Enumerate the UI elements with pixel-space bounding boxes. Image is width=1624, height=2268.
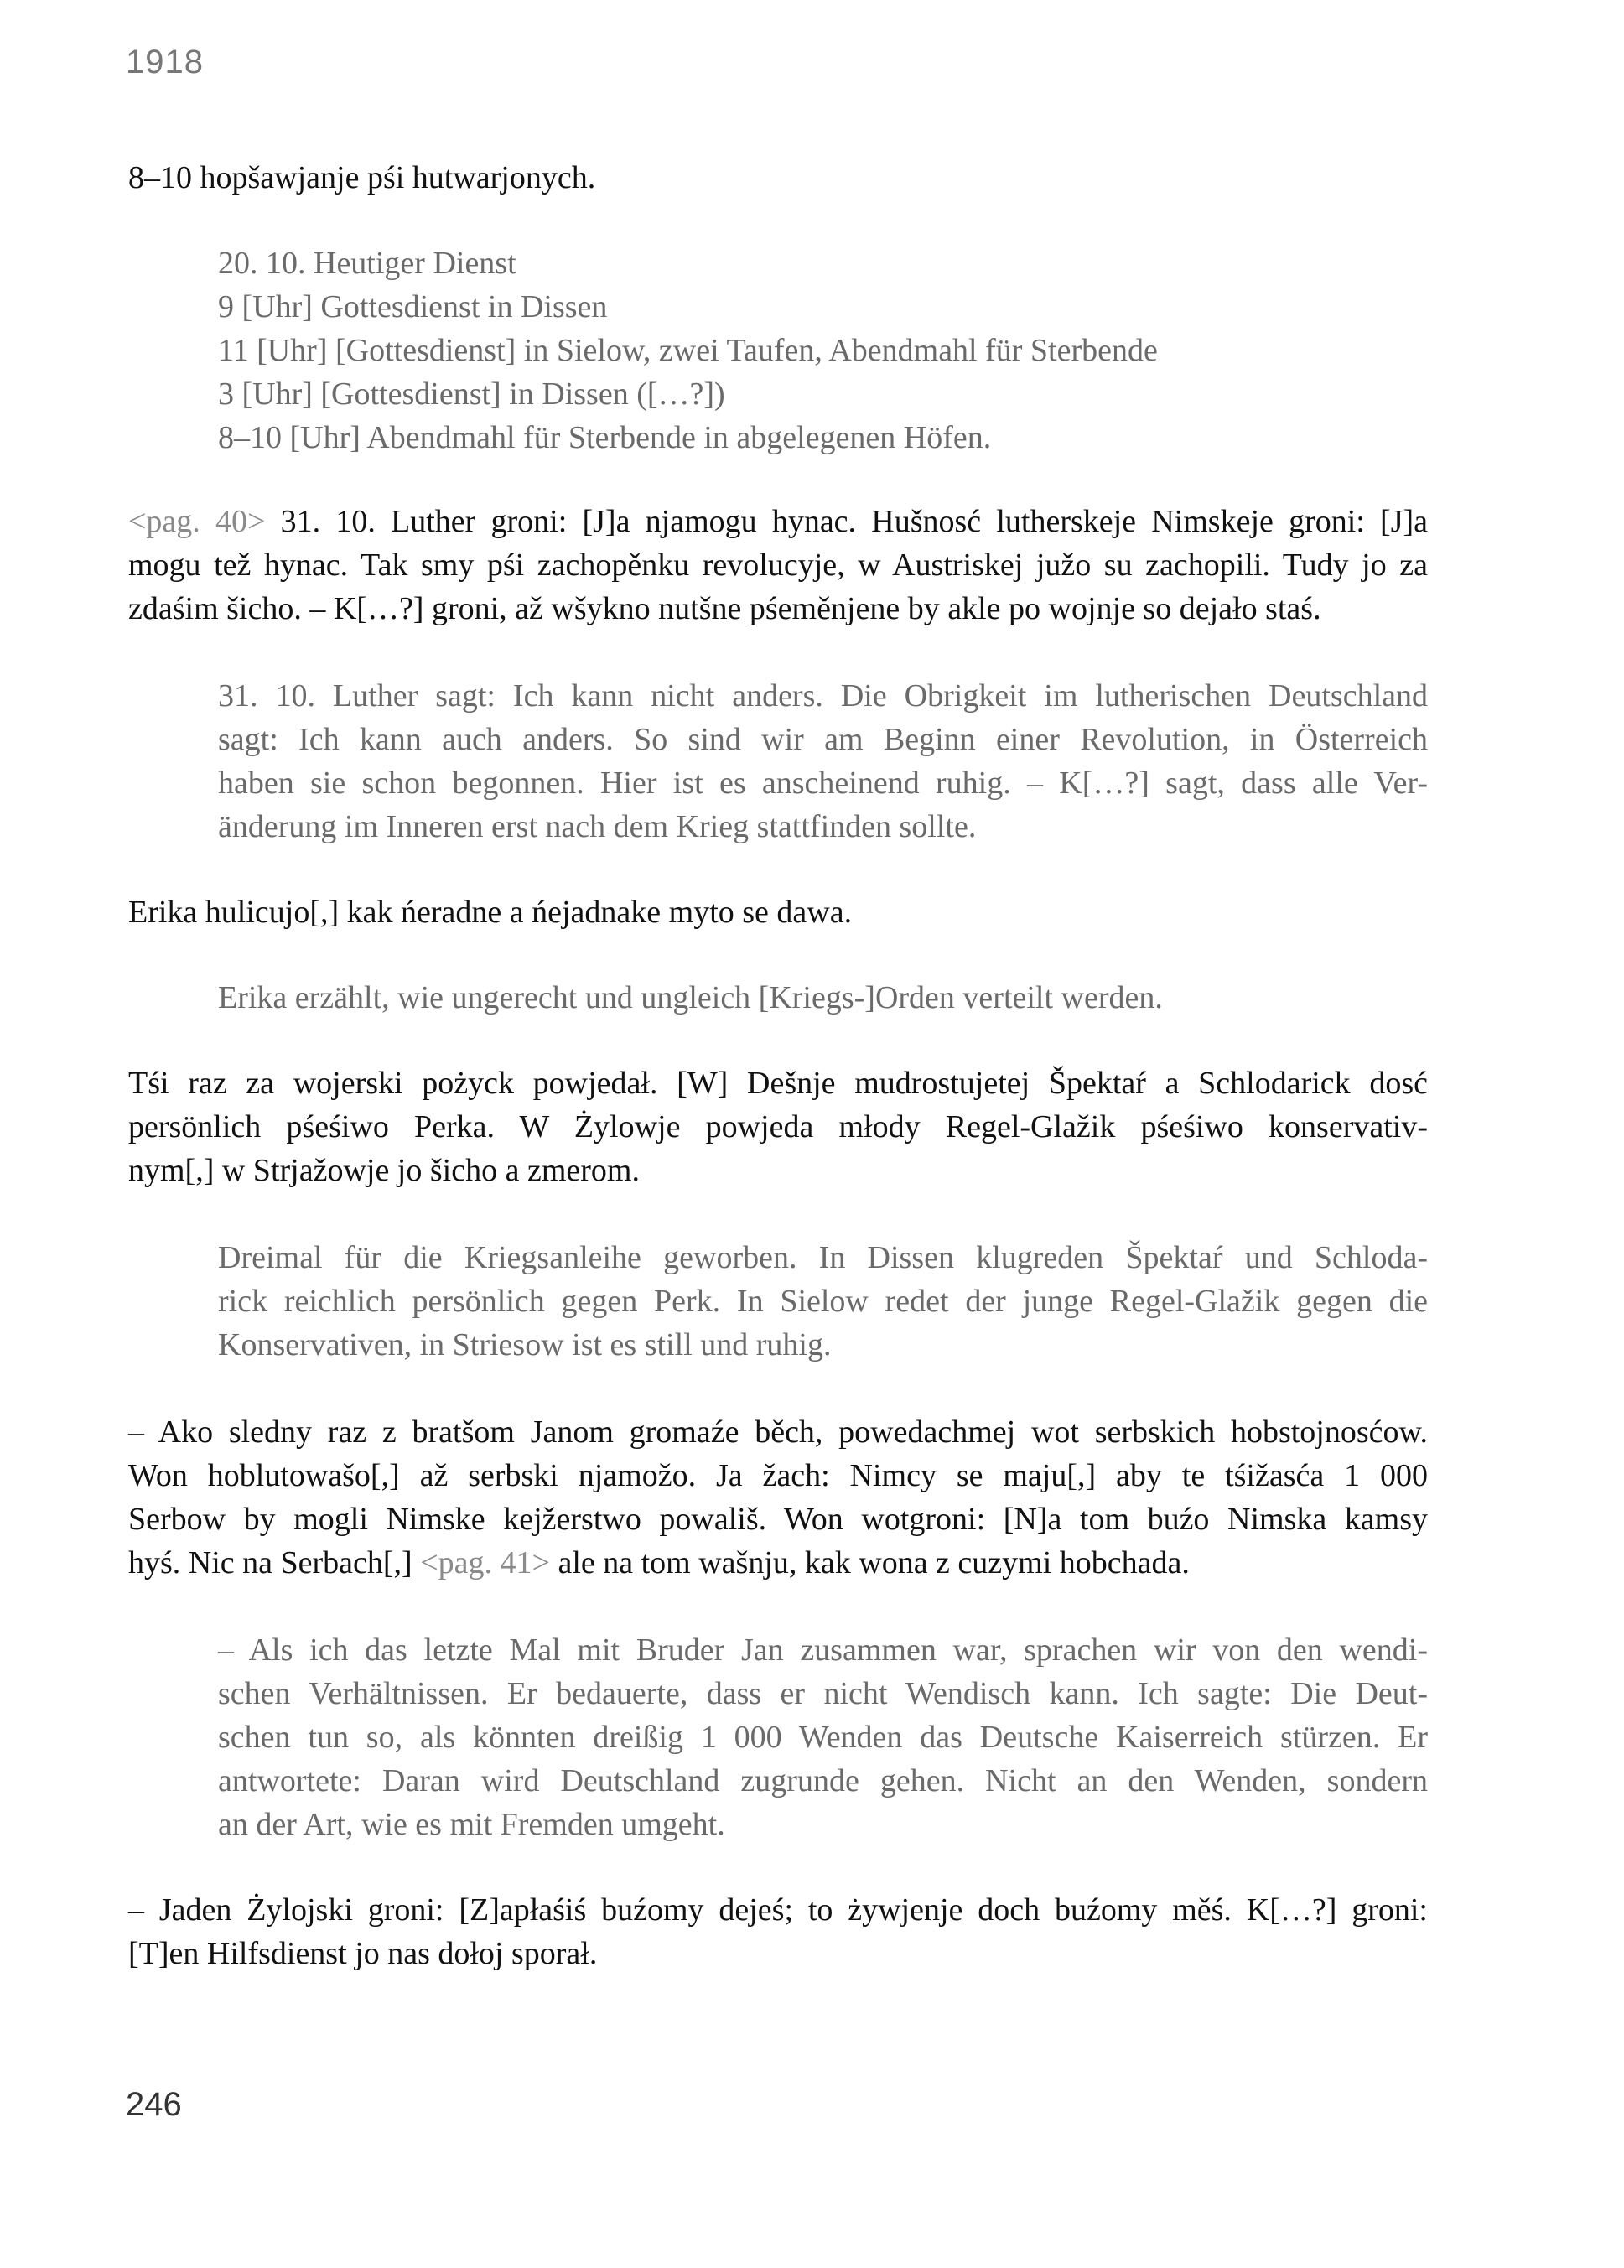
text-line: zdaśim šicho. – K[…?] groni, až wšykno nutšne pśeměnjene by akle po wojnje so dejało staś. bbox=[128, 591, 1321, 626]
text-line: schen tun so, als könnten dreißig 1 000 Wenden das Deutsche Kaiserreich stürzen. Er bbox=[218, 1720, 1428, 1755]
page-reference: <pag. 41> bbox=[420, 1545, 550, 1580]
sorbian-paragraph bbox=[128, 1888, 1428, 1975]
text-line: haben sie schon begonnen. Hier ist es anscheinend ruhig. – K[…?] sagt, dass alle Ver- bbox=[218, 766, 1428, 801]
sorbian-paragraph bbox=[128, 156, 1428, 200]
text-line: Serbow by mogli Nimske kejžerstwo powališ. Won wotgroni: [N]a tom buźo Nimska kamsy bbox=[128, 1502, 1428, 1537]
text-fragment: 31. 10. Luther groni: [J]a njamogu hynac. Hušnosć lutherskeje Nimskeje groni: [J]a bbox=[265, 504, 1429, 539]
text-line: 11 [Uhr] [Gottesdienst] in Sielow, zwei Taufen, Abendmahl für Sterbende bbox=[218, 333, 1158, 368]
text-fragment: ale na tom wašnju, kak wona z cuzymi hobchada. bbox=[549, 1545, 1190, 1580]
running-head: 1918 bbox=[126, 44, 204, 80]
text-line bbox=[128, 500, 1428, 543]
text-line: – Ako sledny raz z bratšom Janom gromaźe běch, powedachmej wot serbskich hobstojnosćow. bbox=[128, 1414, 1428, 1450]
sorbian-paragraph bbox=[128, 500, 1428, 631]
text-line: rick reichlich persönlich gegen Perk. In Sielow redet der junge Regel-Glažik gegen die bbox=[218, 1284, 1428, 1319]
text-line: Erika erzählt, wie ungerecht und ungleich [Kriegs-]Orden verteilt werden. bbox=[218, 980, 1163, 1015]
text-line: antwortete: Daran wird Deutschland zugrunde gehen. Nicht an den Wenden, sondern bbox=[218, 1763, 1428, 1798]
german-translation-paragraph bbox=[218, 241, 1428, 459]
text-line: schen Verhältnissen. Er bedauerte, dass er nicht Wendisch kann. Ich sagte: Die Deut- bbox=[218, 1676, 1428, 1711]
page-reference: <pag. 40> bbox=[128, 504, 266, 539]
text-line: Erika hulicujo[,] kak ńeradne a ńejadnake myto se dawa. bbox=[128, 895, 853, 930]
text-line: [T]en Hilfsdienst jo nas dołoj sporał. bbox=[128, 1936, 598, 1971]
text-fragment: hyś. Nic na Serbach[,] bbox=[128, 1545, 421, 1580]
text-line: Dreimal für die Kriegsanleihe geworben. In Dissen klugreden Špektaŕ und Schloda- bbox=[218, 1240, 1428, 1275]
text-line: 9 [Uhr] Gottesdienst in Dissen bbox=[218, 289, 608, 324]
german-translation-paragraph bbox=[218, 976, 1428, 1020]
sorbian-paragraph bbox=[128, 1061, 1428, 1192]
text-line: sagt: Ich kann auch anders. So sind wir am Beginn einer Revolution, in Österreich bbox=[218, 722, 1428, 757]
text-line: änderung im Inneren erst nach dem Krieg stattfinden sollte. bbox=[218, 809, 977, 844]
sorbian-paragraph bbox=[128, 890, 1428, 934]
text-line: 31. 10. Luther sagt: Ich kann nicht anders. Die Obrigkeit im lutherischen Deutschland bbox=[218, 678, 1428, 714]
text-line: persönlich pśeśiwo Perka. W Żylowje powjeda młody Regel-Glažik pśeśiwo konservativ- bbox=[128, 1109, 1428, 1144]
text-line: Won hoblutowašo[,] až serbski njamožo. Ja žach: Nimcy se maju[,] aby te tśižasća 1 000 bbox=[128, 1458, 1428, 1493]
text-line: nym[,] w Strjažowje jo šicho a zmerom. bbox=[128, 1153, 640, 1188]
text-line: – Jaden Żylojski groni: [Z]apłaśiś buźomy dejeś; to żywjenje doch buźomy měś. K[…?] groni: bbox=[128, 1892, 1428, 1928]
text-line: 8–10 [Uhr] Abendmahl für Sterbende in abgelegenen Höfen. bbox=[218, 420, 992, 455]
german-translation-paragraph bbox=[218, 1628, 1428, 1846]
text-line: mogu tež hynac. Tak smy pśi zachopěnku revolucyje, w Austriskej južo su zachopili. Tudy jo za bbox=[128, 548, 1428, 583]
page-number: 246 bbox=[126, 2086, 182, 2123]
text-line: 8–10 hopšawjanje pśi hutwarjonych. bbox=[128, 160, 596, 195]
text-line bbox=[128, 1541, 1428, 1585]
text-line: Konservativen, in Striesow ist es still und ruhig. bbox=[218, 1327, 832, 1362]
german-translation-paragraph bbox=[218, 674, 1428, 849]
german-translation-paragraph bbox=[218, 1236, 1428, 1367]
text-line: Tśi raz za wojerski pożyck powjedał. [W] Dešnje mudrostujetej Špektaŕ a Schlodarick dosć bbox=[128, 1066, 1428, 1101]
text-line: – Als ich das letzte Mal mit Bruder Jan zusammen war, sprachen wir von den wendi- bbox=[218, 1632, 1428, 1668]
text-line: 20. 10. Heutiger Dienst bbox=[218, 246, 516, 281]
sorbian-paragraph bbox=[128, 1410, 1428, 1585]
text-line: 3 [Uhr] [Gottesdienst] in Dissen ([…?]) bbox=[218, 376, 725, 412]
text-line: an der Art, wie es mit Fremden umgeht. bbox=[218, 1807, 725, 1842]
